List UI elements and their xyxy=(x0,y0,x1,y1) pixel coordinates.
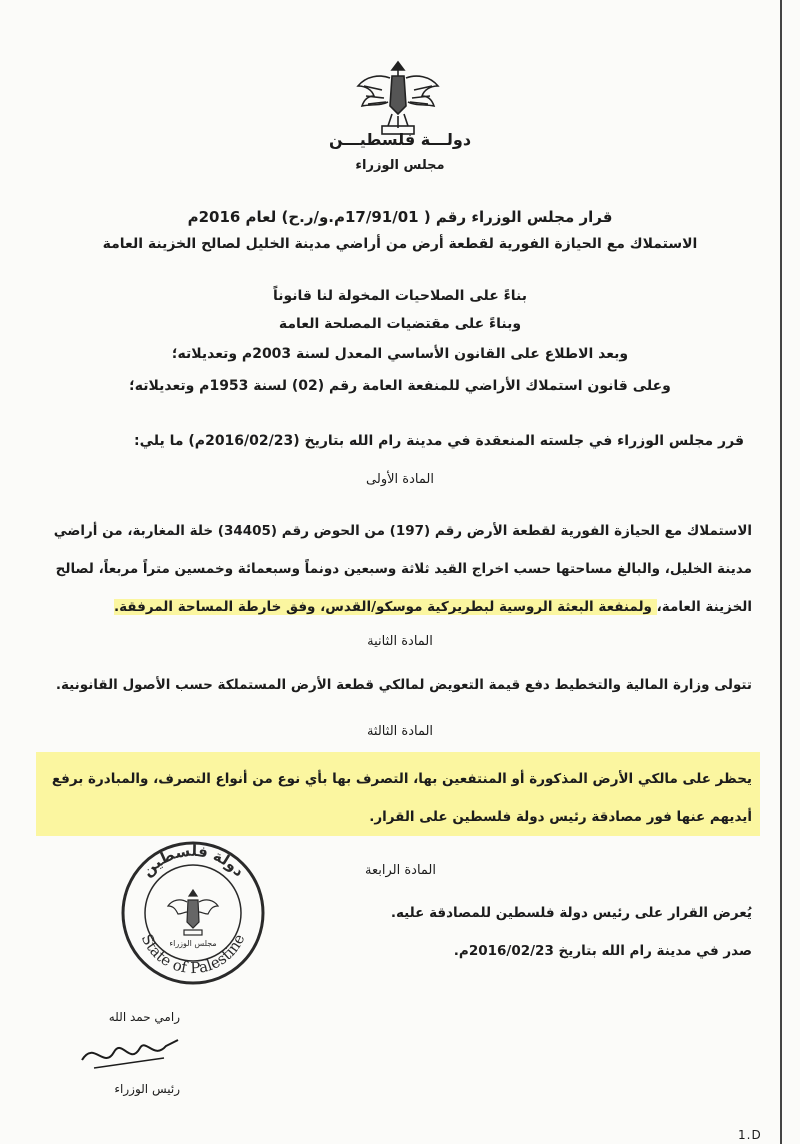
handwritten-signature-icon xyxy=(74,1030,184,1084)
article-1-line xyxy=(36,598,752,616)
article-2-line: تتولى وزارة المالية والتخطيط دفع قيمة التعويض لمالكي قطعة الأرض المستملكة حسب الأصول القانونية. xyxy=(55,677,752,693)
article-1-title: المادة الأولى xyxy=(366,472,434,487)
article-4-line: صدر في مدينة رام الله بتاريخ 2016/02/23م. xyxy=(453,943,752,959)
decision-subject: الاستملاك مع الحيازة الفورية لقطعة أرض من أراضي مدينة الخليل لصالح الخزينة العامة xyxy=(102,236,698,252)
article-3-title: المادة الثالثة xyxy=(366,724,434,739)
signatory-title: رئيس الوزراء xyxy=(114,1082,180,1096)
preamble-line: وعلى قانون استملاك الأراضي للمنفعة العامة رقم (02) لسنة 1953م وتعديلاته؛ xyxy=(129,378,671,394)
article-1-line: مدينة الخليل، والبالغ مساحتها حسب اخراج القيد ثلاثة وسبعين دونماً وسبعمائة وخمسين متراً مربعاً، لصالح xyxy=(55,561,752,577)
seal-bottom-text: State of Palestine xyxy=(137,931,249,978)
preamble-line: بناءً على الصلاحيات المخولة لنا قانوناً xyxy=(272,288,528,304)
state-name: دولـــة فلسطيـــن xyxy=(328,130,472,149)
article-3-line: يحظر على مالكي الأرض المذكورة أو المنتفعين بها، التصرف بها بأي نوع من أنواع التصرف، والمبادرة برفع xyxy=(51,771,752,787)
seal-top-text: دولة فلسطين xyxy=(138,841,249,881)
page-mark: 1.D xyxy=(738,1128,762,1142)
article-1-line: الاستملاك مع الحيازة الفورية لقطعة الأرض رقم (197) من الحوض رقم (34405) خلة المغاربة، من أراضي xyxy=(53,523,752,539)
decision-number: قرار مجلس الوزراء رقم ( 17/91/01م.و/ر.ح) لعام 2016م xyxy=(187,208,613,226)
seal-eagle-icon xyxy=(168,890,218,935)
article-4-title: المادة الرابعة xyxy=(365,863,436,878)
preamble-line: وبناءً على مقتضيات المصلحة العامة xyxy=(278,316,522,332)
preamble-line: وبعد الاطلاع على القانون الأساسي المعدل لسنة 2003م وتعديلاته؛ xyxy=(171,346,629,362)
highlighted-text: ولمنفعة البعثة الروسية لبطريركية موسكو/القدس، وفق خارطة المساحة المرفقة. xyxy=(113,599,657,615)
council-name: مجلس الوزراء xyxy=(355,158,445,173)
article-3-line: أيديهم عنها فور مصادقة رئيس دولة فلسطين على القرار. xyxy=(369,809,752,825)
seal-inner-text: مجلس الوزراء xyxy=(169,939,217,948)
official-seal xyxy=(118,838,268,992)
svg-text:دولة فلسطين xyxy=(138,842,248,881)
session-line: قرر مجلس الوزراء في جلسته المنعقدة في مدينة رام الله بتاريخ (2016/02/23م) ما يلي: xyxy=(134,433,744,449)
article-4-line: يُعرض القرار على رئيس دولة فلسطين للمصادقة عليه. xyxy=(390,905,752,921)
signatory-name: رامي حمد الله xyxy=(108,1010,180,1024)
article-2-title: المادة الثانية xyxy=(367,634,433,649)
article-1-line3-plain: الخزينة العامة، xyxy=(656,599,752,615)
